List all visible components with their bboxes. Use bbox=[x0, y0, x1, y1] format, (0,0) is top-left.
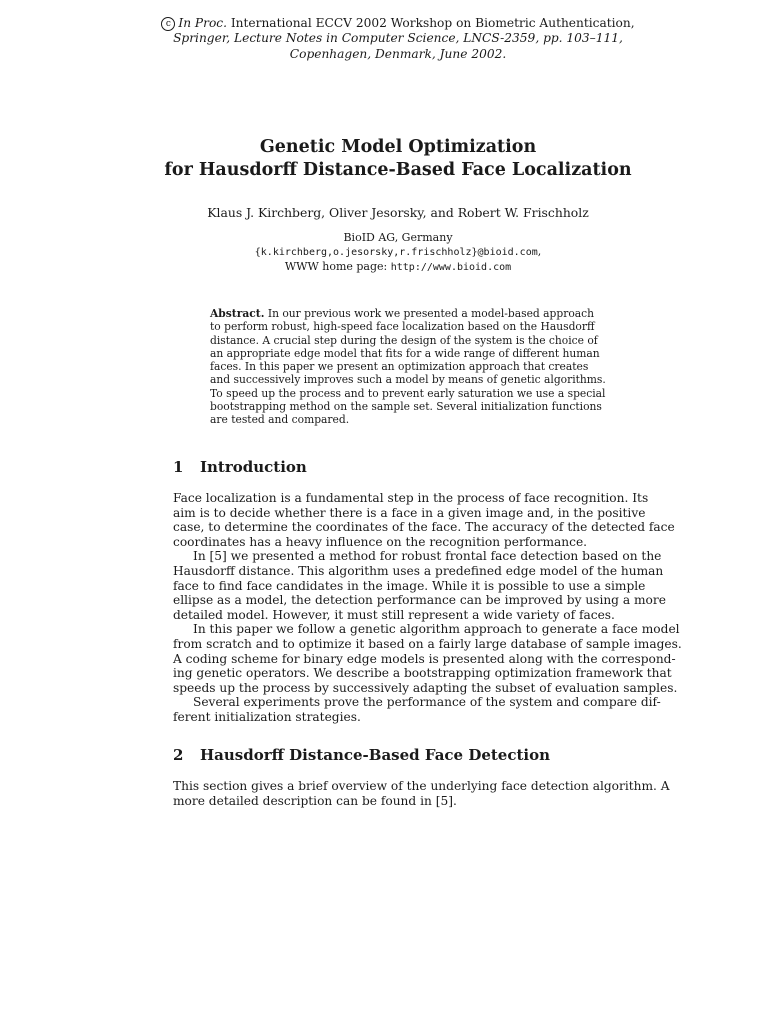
body-line: Several experiments prove the performance of the system and compare dif- bbox=[193, 695, 661, 710]
body-line: Face localization is a fundamental step in the process of face recognition. Its bbox=[173, 491, 649, 505]
body-line: ellipse as a model, the detection performance can be improved by using a more bbox=[173, 593, 666, 608]
body-line: face to find face candidates in the image. While it is possible to use a simple bbox=[173, 578, 646, 593]
section-body-hausdorff bbox=[173, 779, 670, 808]
abstract-line: To speed up the process and to prevent early saturation we use a special bbox=[210, 386, 606, 400]
abstract-line: faces. In this paper we present an optimization approach that creates bbox=[210, 360, 589, 374]
section-title: Introduction bbox=[200, 458, 307, 476]
author-list: Klaus J. Kirchberg, Oliver Jesorsky, and Robert W. Frischholz bbox=[207, 205, 589, 220]
abstract-label: Abstract. bbox=[210, 307, 265, 320]
body-line: coordinates has a heavy influence on the recognition performance. bbox=[173, 534, 588, 549]
body-line: aim is to decide whether there is a face in a given image and, in the positive bbox=[173, 505, 646, 520]
header-line-2: Springer, Lecture Notes in Computer Science, LNCS-2359, pp. 103–111, bbox=[173, 31, 623, 46]
body-line: This section gives a brief overview of the underlying face detection algorithm. A bbox=[173, 779, 670, 793]
title-line-2: for Hausdorff Distance-Based Face Localization bbox=[164, 160, 632, 180]
publication-header bbox=[0, 16, 768, 62]
body-line: Hausdorff distance. This algorithm uses a predefined edge model of the human bbox=[173, 563, 664, 578]
section-number: 2 bbox=[173, 746, 184, 764]
abstract bbox=[210, 307, 606, 427]
header-line-3: Copenhagen, Denmark, June 2002. bbox=[289, 46, 507, 61]
section-heading-introduction bbox=[173, 458, 307, 476]
homepage-link[interactable]: http://www.bioid.com bbox=[390, 262, 512, 273]
abstract-line-text: In our previous work we presented a model-based approach bbox=[264, 307, 595, 320]
affiliation bbox=[0, 231, 768, 275]
copyright-icon: c bbox=[161, 17, 175, 31]
title-line-1: Genetic Model Optimization bbox=[259, 137, 537, 157]
abstract-line: bootstrapping method on the sample set. Several initialization functions bbox=[210, 400, 602, 414]
emails-suffix: , bbox=[537, 245, 542, 258]
body-line: more detailed description can be found in [5]. bbox=[173, 793, 457, 808]
affiliation-emails-line bbox=[0, 245, 768, 260]
section-body-introduction bbox=[173, 491, 682, 725]
body-line: In [5] we presented a method for robust frontal face detection based on the bbox=[193, 549, 662, 564]
abstract-line: distance. A crucial step during the design of the system is the choice of bbox=[210, 333, 598, 347]
section-title: Hausdorff Distance-Based Face Detection bbox=[200, 746, 551, 764]
body-line: In this paper we follow a genetic algorithm approach to generate a face model bbox=[193, 622, 680, 637]
header-proc-label: In Proc. bbox=[178, 16, 227, 30]
abstract-line: to perform robust, high-speed face localization based on the Hausdorff bbox=[210, 320, 595, 334]
abstract-line: an appropriate edge model that fits for a wide range of different human bbox=[210, 346, 600, 360]
author-emails[interactable]: {k.kirchberg,o.jesorsky,r.frischholz}@bioid.com bbox=[254, 247, 538, 258]
abstract-line bbox=[210, 307, 595, 320]
body-line: speeds up the process by successively adapting the subset of evaluation samples. bbox=[173, 680, 678, 695]
body-line: A coding scheme for binary edge models is presented along with the correspond- bbox=[173, 651, 676, 666]
paper-title bbox=[0, 136, 768, 182]
homepage-line bbox=[0, 260, 768, 275]
abstract-line: and successively improves such a model by means of genetic algorithms. bbox=[210, 373, 606, 387]
homepage-label: WWW home page: bbox=[284, 260, 391, 273]
body-line: ing genetic operators. We describe a bootstrapping optimization framework that bbox=[173, 666, 672, 681]
section-number: 1 bbox=[173, 458, 184, 476]
body-line: from scratch and to optimize it based on a fairly large database of sample images. bbox=[173, 636, 682, 651]
body-line: case, to determine the coordinates of the face. The accuracy of the detected face bbox=[173, 520, 675, 535]
body-line: ferent initialization strategies. bbox=[173, 709, 361, 724]
affiliation-org: BioID AG, Germany bbox=[343, 231, 453, 244]
header-venue: International ECCV 2002 Workshop on Biometric Authentication, bbox=[226, 16, 635, 30]
abstract-line: are tested and compared. bbox=[210, 413, 350, 427]
header-line-1 bbox=[0, 16, 768, 31]
section-heading-hausdorff bbox=[173, 746, 550, 764]
body-line: detailed model. However, it must still represent a wide variety of faces. bbox=[173, 607, 615, 622]
